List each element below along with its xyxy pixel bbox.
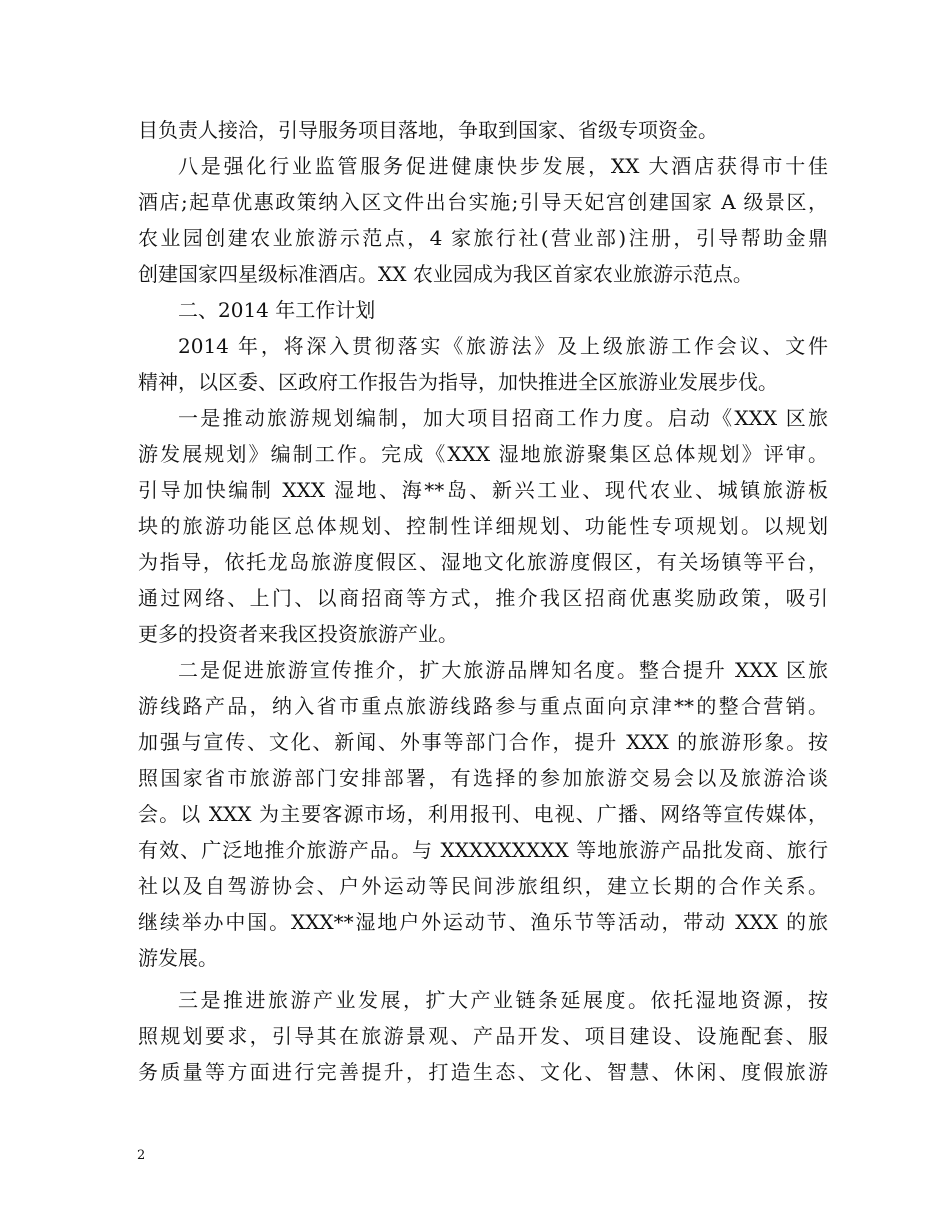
text-line: 精神，以区委、区政府工作报告为指导，加快推进全区旅游业发展步伐。 <box>138 370 778 394</box>
text-line: 更多的投资者来我区投资旅游产业。 <box>138 622 458 646</box>
text-line: 为指导，依托龙岛旅游度假区、湿地文化旅游度假区，有关场镇等平台， <box>138 550 828 574</box>
text-line: 一是推动旅游规划编制，加大项目招商工作力度。启动《XXX 区旅 <box>178 406 828 430</box>
text-line: 目负责人接洽，引导服务项目落地，争取到国家、省级专项资金。 <box>138 118 718 142</box>
text-line: 农业园创建农业旅游示范点，4 家旅行社(营业部)注册，引导帮助金鼎 <box>138 226 828 250</box>
text-line: 务质量等方面进行完善提升，打造生态、文化、智慧、休闲、度假旅游 <box>138 1060 828 1084</box>
heading-line: 二、2014 年工作计划 <box>178 298 376 322</box>
text-line: 社以及自驾游协会、户外运动等民间涉旅组织，建立长期的合作关系。 <box>138 874 828 898</box>
text-line: 继续举办中国。XXX**湿地户外运动节、渔乐节等活动，带动 XXX 的旅 <box>138 910 828 934</box>
text-line: 酒店;起草优惠政策纳入区文件出台实施;引导天妃宫创建国家 A 级景区， <box>138 190 828 214</box>
text-line: 加强与宣传、文化、新闻、外事等部门合作，提升 XXX 的旅游形象。按 <box>138 730 828 754</box>
text-line: 游发展。 <box>138 946 218 970</box>
text-line: 创建国家四星级标准酒店。XX 农业园成为我区首家农业旅游示范点。 <box>138 262 753 286</box>
page-number: 2 <box>137 1148 146 1163</box>
text-line: 块的旅游功能区总体规划、控制性详细规划、功能性专项规划。以规划 <box>138 514 828 538</box>
document-body <box>138 112 828 1090</box>
paragraph <box>138 982 828 1090</box>
text-line: 照国家省市旅游部门安排部署，有选择的参加旅游交易会以及旅游洽谈 <box>138 766 828 790</box>
text-line: 游发展规划》编制工作。完成《XXX 湿地旅游聚集区总体规划》评审。 <box>138 442 828 466</box>
section-heading <box>138 292 828 328</box>
paragraph <box>138 328 828 400</box>
text-line: 引导加快编制 XXX 湿地、海**岛、新兴工业、现代农业、城镇旅游板 <box>138 478 828 502</box>
paragraph <box>138 400 828 652</box>
text-line: 二是促进旅游宣传推介，扩大旅游品牌知名度。整合提升 XXX 区旅 <box>178 658 828 682</box>
paragraph <box>138 148 828 292</box>
text-line: 照规划要求，引导其在旅游景观、产品开发、项目建设、设施配套、服 <box>138 1024 828 1048</box>
paragraph <box>138 652 828 976</box>
text-line: 三是推进旅游产业发展，扩大产业链条延展度。依托湿地资源，按 <box>178 988 828 1012</box>
paragraph <box>138 112 828 148</box>
text-line: 有效、广泛地推介旅游产品。与 XXXXXXXXX 等地旅游产品批发商、旅行 <box>138 838 828 862</box>
text-line: 会。以 XXX 为主要客源市场，利用报刊、电视、广播、网络等宣传媒体， <box>138 802 828 826</box>
text-line: 2014 年，将深入贯彻落实《旅游法》及上级旅游工作会议、文件 <box>178 334 828 358</box>
text-line: 游线路产品，纳入省市重点旅游线路参与重点面向京津**的整合营销。 <box>138 694 828 718</box>
text-line: 八是强化行业监管服务促进健康快步发展，XX 大酒店获得市十佳 <box>178 154 828 178</box>
text-line: 通过网络、上门、以商招商等方式，推介我区招商优惠奖励政策，吸引 <box>138 586 828 610</box>
